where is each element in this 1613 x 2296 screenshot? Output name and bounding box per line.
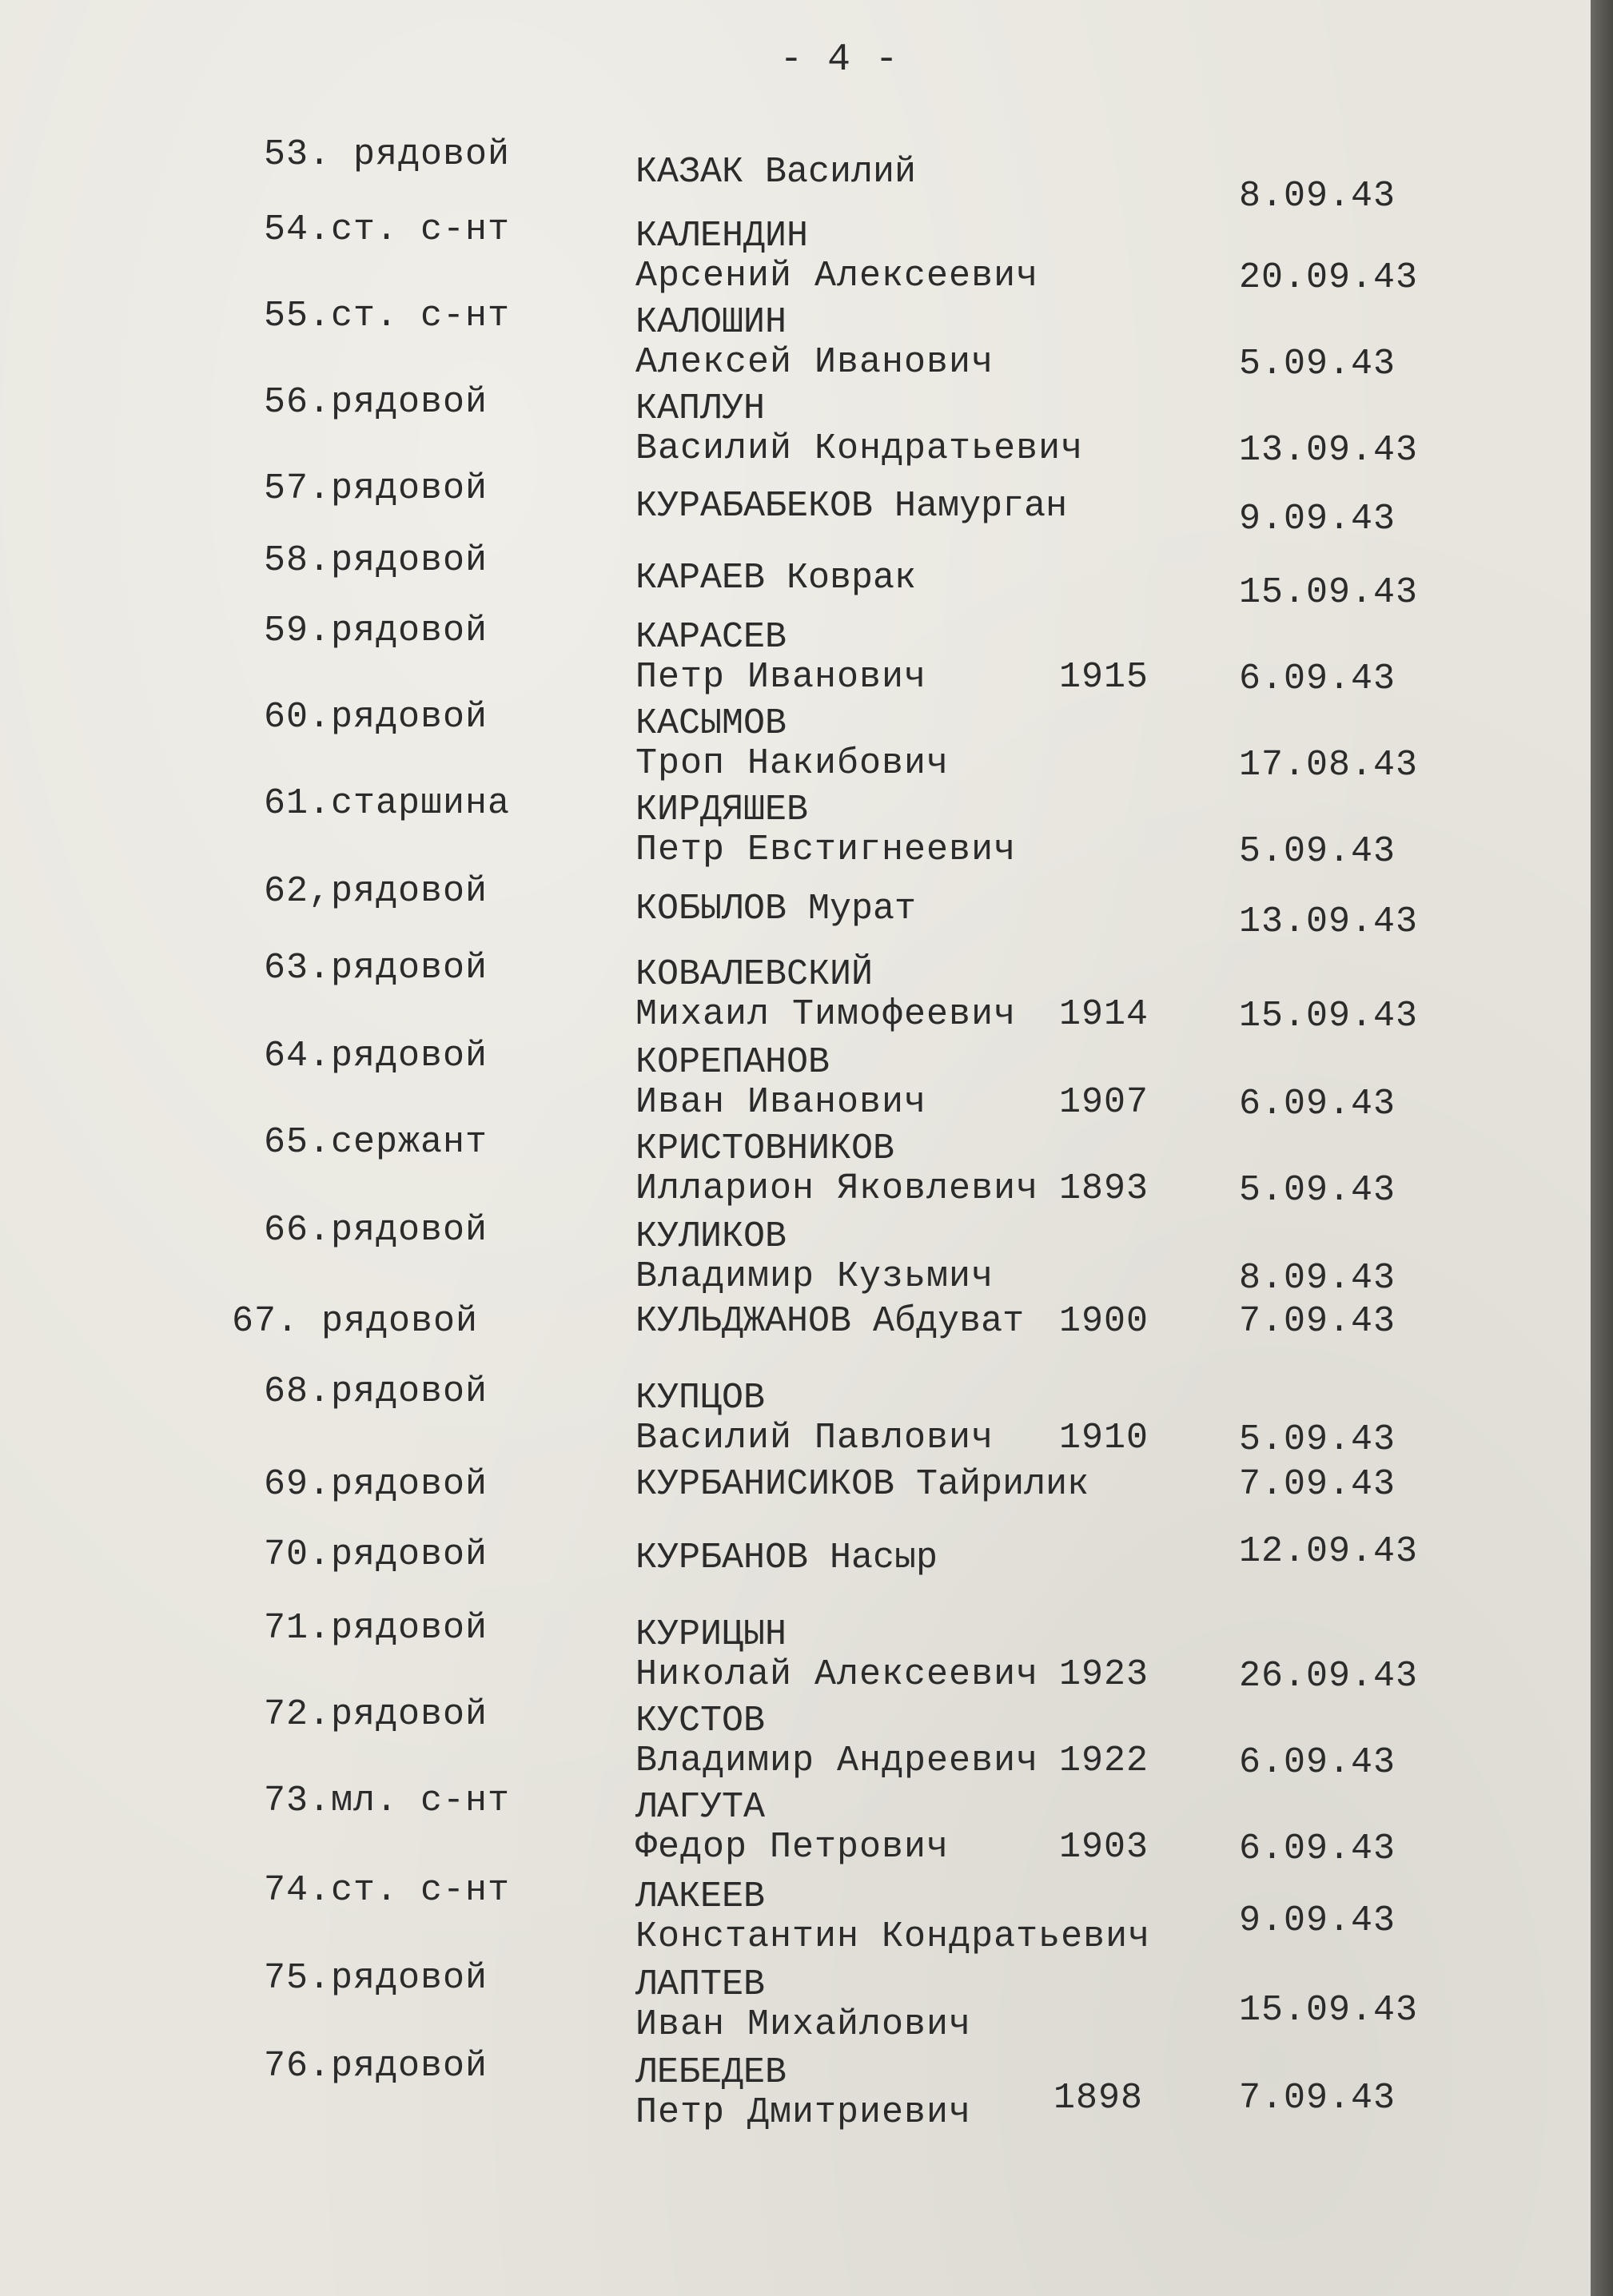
entry-surname: КОРЕПАНОВ xyxy=(635,1042,830,1083)
list-entry xyxy=(0,1608,1591,1696)
entry-surname: КАЛЕНДИН xyxy=(635,216,809,257)
entry-number-rank: 64.рядовой xyxy=(264,1036,488,1076)
entry-number-rank: 56.рядовой xyxy=(264,382,488,423)
entry-given-name: Петр Евстигнеевич xyxy=(635,830,1017,870)
entry-number-rank: 61.старшина xyxy=(264,783,511,824)
entry-given-name: Иван Иванович xyxy=(635,1082,927,1123)
entry-date: 9.09.43 xyxy=(1239,499,1396,539)
entry-surname: ЛАКЕЕВ xyxy=(635,1876,766,1917)
entry-birth-year: 1903 xyxy=(1059,1827,1149,1868)
entry-number-rank: 57.рядовой xyxy=(264,468,488,509)
entry-surname: КАРАСЕВ xyxy=(635,617,787,658)
entry-number-rank: 59.рядовой xyxy=(264,611,488,651)
list-entry xyxy=(0,1694,1591,1782)
entry-number-rank: 75.рядовой xyxy=(264,1958,488,1999)
entry-number-rank: 62,рядовой xyxy=(264,871,488,912)
entry-number-rank: 76.рядовой xyxy=(264,2046,488,2087)
entry-surname: КОВАЛЕВСКИЙ xyxy=(635,954,874,995)
entry-number-rank: 68.рядовой xyxy=(264,1371,488,1412)
entry-date: 13.09.43 xyxy=(1239,430,1419,471)
entry-surname: ЛАГУТА xyxy=(635,1787,766,1828)
entry-birth-year: 1900 xyxy=(1059,1301,1149,1342)
page-number: - 4 - xyxy=(779,38,899,82)
list-entry xyxy=(0,296,1591,384)
entry-given-name: Василий Павлович xyxy=(635,1418,994,1458)
entry-given-name: Константин Кондратьевич xyxy=(635,1916,1151,1957)
entry-given-name: Михаил Тимофеевич xyxy=(635,994,1017,1035)
entry-given-name: Арсений Алексеевич xyxy=(635,256,1039,296)
entry-date: 15.09.43 xyxy=(1239,996,1419,1037)
entry-birth-year: 1898 xyxy=(1053,2078,1144,2119)
entry-birth-year: 1914 xyxy=(1059,994,1149,1035)
entry-date: 5.09.43 xyxy=(1239,344,1396,384)
entry-surname: КУПЦОВ xyxy=(635,1378,766,1419)
list-entry xyxy=(0,1958,1591,2046)
entry-birth-year: 1907 xyxy=(1059,1082,1149,1123)
entry-surname: КАЗАК Василий xyxy=(635,152,917,193)
entry-surname: КАПЛУН xyxy=(635,388,766,429)
entry-date: 6.09.43 xyxy=(1239,1828,1396,1869)
list-entry xyxy=(0,1036,1591,1124)
entry-number-rank: 53. рядовой xyxy=(264,134,511,175)
entry-number-rank: 67. рядовой xyxy=(232,1301,479,1342)
entry-date: 17.08.43 xyxy=(1239,745,1419,786)
entry-surname: КРИСТОВНИКОВ xyxy=(635,1128,895,1169)
list-entry xyxy=(0,871,1591,959)
entry-surname: КУРАБАБЕКОВ Намурган xyxy=(635,486,1068,527)
entry-surname: КУСТОВ xyxy=(635,1701,766,1741)
entry-given-name: Владимир Андреевич xyxy=(635,1741,1039,1781)
entry-date: 8.09.43 xyxy=(1239,176,1396,217)
entry-date: 6.09.43 xyxy=(1239,659,1396,699)
list-entry xyxy=(0,783,1591,871)
entry-number-rank: 66.рядовой xyxy=(264,1210,488,1251)
entry-surname: КАЛОШИН xyxy=(635,302,787,343)
entry-given-name: Илларион Яковлевич xyxy=(635,1168,1039,1209)
list-entry xyxy=(0,1122,1591,1210)
entry-date: 15.09.43 xyxy=(1239,572,1419,613)
entry-number-rank: 55.ст. с-нт xyxy=(264,296,511,336)
list-entry xyxy=(0,1781,1591,1868)
entry-given-name: Петр Дмитриевич xyxy=(635,2092,972,2133)
entry-number-rank: 65.сержант xyxy=(264,1122,488,1163)
entry-surname: ЛЕБЕДЕВ xyxy=(635,2052,787,2093)
page-edge-shadow xyxy=(1591,0,1613,2296)
entry-given-name: Владимир Кузьмич xyxy=(635,1256,994,1297)
entry-date: 20.09.43 xyxy=(1239,257,1419,298)
entry-birth-year: 1923 xyxy=(1059,1654,1149,1695)
entry-date: 7.09.43 xyxy=(1239,1301,1396,1342)
entry-surname: ЛАПТЕВ xyxy=(635,1964,766,2005)
entry-date: 6.09.43 xyxy=(1239,1742,1396,1783)
entry-surname: КОБЫЛОВ Мурат xyxy=(635,889,917,929)
entry-surname: КУРБАНИСИКОВ Тайрилик xyxy=(635,1464,1089,1505)
entry-number-rank: 72.рядовой xyxy=(264,1694,488,1735)
entry-surname: КУРБАНОВ Насыр xyxy=(635,1538,938,1578)
entry-number-rank: 69.рядовой xyxy=(264,1464,488,1505)
entry-date: 12.09.43 xyxy=(1239,1531,1419,1572)
entry-number-rank: 73.мл. с-нт xyxy=(264,1781,511,1821)
entry-surname: КУЛЬДЖАНОВ Абдуват xyxy=(635,1301,1025,1342)
entry-given-name: Федор Петрович xyxy=(635,1827,950,1868)
list-entry xyxy=(0,948,1591,1036)
list-entry xyxy=(0,697,1591,785)
entry-date: 26.09.43 xyxy=(1239,1656,1419,1697)
entry-number-rank: 70.рядовой xyxy=(264,1534,488,1575)
entry-date: 15.09.43 xyxy=(1239,1990,1419,2031)
list-entry xyxy=(0,611,1591,698)
list-entry xyxy=(0,1210,1591,1298)
entry-date: 6.09.43 xyxy=(1239,1084,1396,1124)
entry-date: 5.09.43 xyxy=(1239,1419,1396,1460)
entry-date: 5.09.43 xyxy=(1239,831,1396,872)
entry-number-rank: 54.ст. с-нт xyxy=(264,209,511,250)
entry-given-name: Василий Кондратьевич xyxy=(635,428,1084,469)
entry-birth-year: 1915 xyxy=(1059,657,1149,698)
entry-surname: КИРДЯШЕВ xyxy=(635,790,809,830)
entry-number-rank: 63.рядовой xyxy=(264,948,488,989)
entry-surname: КУРИЦЫН xyxy=(635,1614,787,1655)
entry-number-rank: 71.рядовой xyxy=(264,1608,488,1649)
entry-given-name: Петр Иванович xyxy=(635,657,927,698)
entry-number-rank: 74.ст. с-нт xyxy=(264,1870,511,1911)
list-entry xyxy=(0,382,1591,470)
entry-date: 7.09.43 xyxy=(1239,1464,1396,1505)
entry-date: 13.09.43 xyxy=(1239,901,1419,942)
entry-date: 5.09.43 xyxy=(1239,1170,1396,1211)
list-entry xyxy=(0,1371,1591,1459)
entry-date: 9.09.43 xyxy=(1239,1900,1396,1941)
entry-surname: КУЛИКОВ xyxy=(635,1216,787,1257)
entry-number-rank: 60.рядовой xyxy=(264,697,488,738)
entry-date: 8.09.43 xyxy=(1239,1258,1396,1299)
entry-birth-year: 1922 xyxy=(1059,1741,1149,1781)
entry-surname: КАСЫМОВ xyxy=(635,703,787,744)
entry-number-rank: 58.рядовой xyxy=(264,540,488,581)
entry-given-name: Николай Алексеевич xyxy=(635,1654,1039,1695)
list-entry xyxy=(0,1870,1591,1958)
entry-given-name: Алексей Иванович xyxy=(635,342,994,383)
entry-given-name: Троп Накибович xyxy=(635,743,950,784)
list-entry xyxy=(0,209,1591,297)
entry-surname: КАРАЕВ Коврак xyxy=(635,558,917,599)
entry-date: 7.09.43 xyxy=(1239,2078,1396,2119)
entry-birth-year: 1893 xyxy=(1059,1168,1149,1209)
list-entry xyxy=(0,2046,1591,2134)
entry-birth-year: 1910 xyxy=(1059,1418,1149,1458)
entry-given-name: Иван Михайлович xyxy=(635,2004,972,2045)
